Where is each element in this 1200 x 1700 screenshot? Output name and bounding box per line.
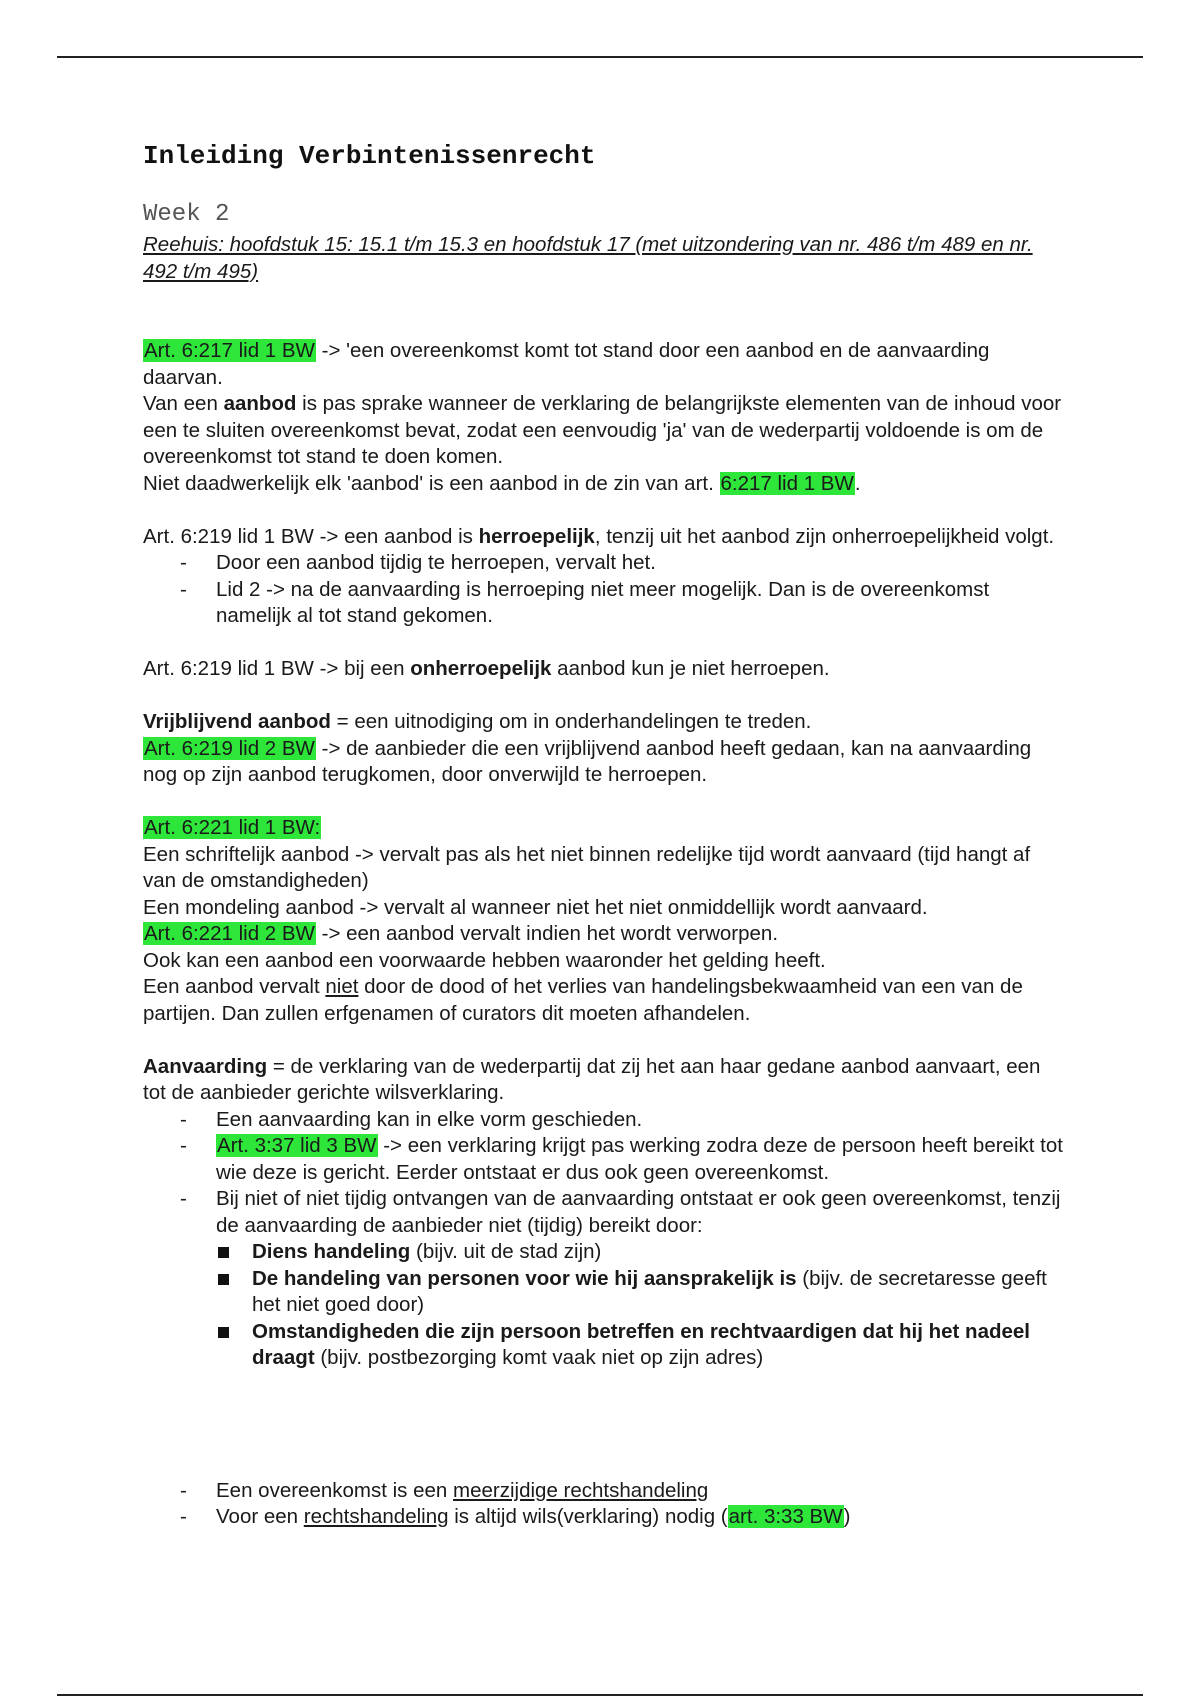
acceptance-list (143, 1107, 1063, 1372)
article-highlight: Art. 6:221 lid 1 BW: (144, 816, 321, 839)
list-item: - Een aanvaarding kan in elke vorm geschieden. (216, 1107, 1063, 1134)
paragraph-free-offer: Vrijblijvend aanbod = een uitnodiging om in onderhandelingen te treden. (143, 710, 812, 733)
reading-assignment: Reehuis: hoofdstuk 15: 15.1 t/m 15.3 en hoofdstuk 17 (met uitzondering van nr. 486 t/m 489 en nr. 492 t/m 495) (143, 233, 1033, 283)
list-item: - Een overeenkomst is een meerzijdige rechtshandeling (216, 1478, 1063, 1505)
paragraph-offer-explanation: Van een aanbod is pas sprake wanneer de verklaring de belangrijkste elementen van de inhoud voor een te sluiten overeenkomst bevat, zodat een eenvoudig 'ja' van de wederpartij voldoende is om de overeenkomst tot stand te doen komen. (143, 392, 1062, 468)
list-item: Diens handeling (bijv. uit de stad zijn) (252, 1239, 1063, 1266)
paragraph-oral-offer: Een mondeling aanbod -> vervalt al wanneer niet het niet onmiddellijk wordt aanvaard. (143, 895, 928, 919)
list-item: - Lid 2 -> na de aanvaarding is herroeping niet meer mogelijk. Dan is de overeenkomst namelijk al tot stand gekomen. (216, 577, 1063, 630)
footer-rule (57, 1694, 1143, 1696)
list-item: Omstandigheden die zijn persoon betreffen en rechtvaardigen dat hij het nadeel draagt (bijv. postbezorging komt vaak niet op zijn adres) (252, 1319, 1063, 1372)
list-item: - Voor een rechtshandeling is altijd wils(verklaring) nodig (art. 3:33 BW) (216, 1504, 1063, 1531)
list-item: - Bij niet of niet tijdig ontvangen van de aanvaarding ontstaat er ook geen overeenkomst, tenzij de aanvaarding de aanbieder niet (tijdig) bereikt door: Diens handeling (bijv. uit de stad zijn) De handeling van personen voor wie hij aansprakelijk is (bijv. de secretaresse geeft het niet goed door) Omstandigheden die zijn persoon betreffen en rechtvaardigen dat hij het nadeel draagt (bijv. postbezorging komt vaak niet op zijn adres) (216, 1186, 1063, 1372)
paragraph-written-offer: Een schriftelijk aanbod -> vervalt pas als het niet binnen redelijke tijd wordt aanvaard (tijd hangt af van de omstandigheden) (143, 842, 1031, 892)
article-highlight: Art. 6:219 lid 2 BW (144, 736, 315, 760)
paragraph-offer-note: Niet daadwerkelijk elk 'aanbod' is een aanbod in de zin van art. 6:217 lid 1 BW. (143, 471, 861, 495)
article-highlight: Art. 3:37 lid 3 BW (217, 1134, 377, 1157)
list-item: - Door een aanbod tijdig te herroepen, vervalt het. (216, 550, 1063, 577)
legal-act-list (143, 1478, 1063, 1531)
list-item: De handeling van personen voor wie hij aansprakelijk is (bijv. de secretaresse geeft het niet goed door) (252, 1266, 1063, 1319)
paragraph-revocable: Art. 6:219 lid 1 BW -> een aanbod is herroepelijk, tenzij uit het aanbod zijn onherroepelijkheid volgt. (143, 524, 1055, 548)
paragraph-condition: Ook kan een aanbod een voorwaarde hebben waaronder het gelding heeft. (143, 948, 826, 972)
paragraph-irrevocable: Art. 6:219 lid 1 BW -> bij een onherroepelijk aanbod kun je niet herroepen. (143, 657, 830, 680)
paragraph-acceptance: Aanvaarding = de verklaring van de wederpartij dat zij het aan haar gedane aanbod aanvaart, een tot de aanbieder gerichte wilsverklaring. (143, 1054, 1041, 1104)
document-body (143, 140, 1063, 1531)
header-rule (57, 56, 1143, 58)
article-highlight: art. 3:33 BW (728, 1505, 843, 1528)
paragraph-death: Een aanbod vervalt niet door de dood of het verlies van handelingsbekwaamheid van een van de partijen. Dan zullen erfgenamen of curators dit moeten afhandelen. (143, 975, 1023, 1025)
document-title: Inleiding Verbintenissenrecht (143, 141, 596, 171)
week-heading: Week 2 (143, 201, 230, 228)
paragraph-rejected-offer: Art. 6:221 lid 2 BW -> een aanbod vervalt indien het wordt verworpen. (144, 922, 779, 945)
paragraph-offer-definition: Art. 6:217 lid 1 BW -> 'een overeenkomst komt tot stand door een aanbod en de aanvaarding daarvan. (143, 339, 990, 389)
square-bullet-list (216, 1239, 1063, 1372)
paragraph-free-offer-article: Art. 6:219 lid 2 BW -> de aanbieder die een vrijblijvend aanbod heeft gedaan, kan na aanvaarding nog op zijn aanbod terugkomen, door onverwijld te herroepen. (143, 736, 1032, 786)
article-highlight: 6:217 lid 1 BW (720, 471, 854, 495)
list-item: - Art. 3:37 lid 3 BW -> een verklaring krijgt pas werking zodra deze de persoon heeft bereikt tot wie deze is gericht. Eerder ontstaat er dus ook geen overeenkomst. (216, 1133, 1063, 1186)
paragraph-lapse-heading (143, 815, 1063, 842)
article-highlight: Art. 6:217 lid 1 BW (144, 339, 315, 362)
revocable-list (143, 550, 1063, 630)
article-highlight: Art. 6:221 lid 2 BW (144, 922, 315, 945)
